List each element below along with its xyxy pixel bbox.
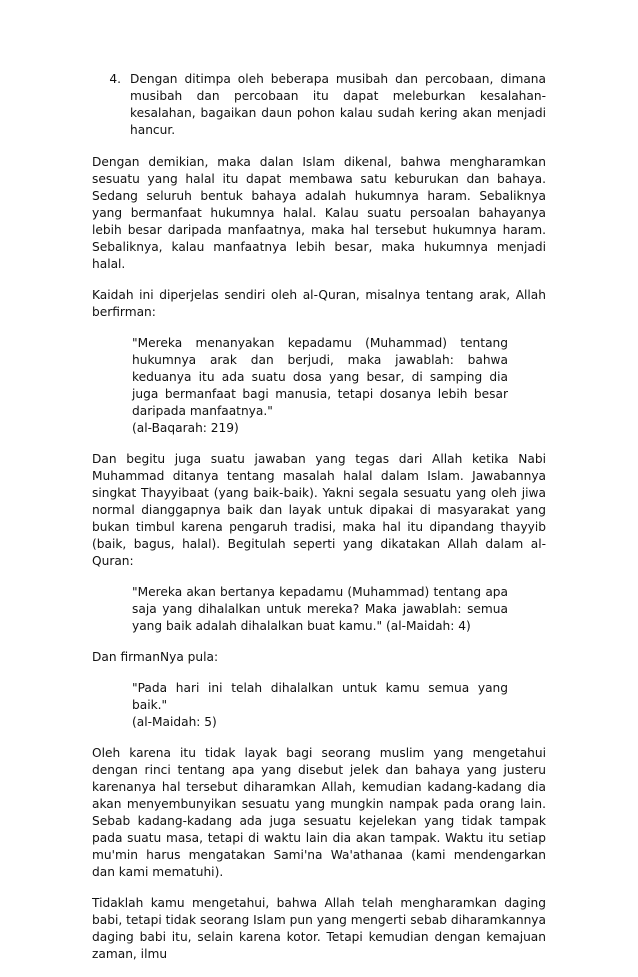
quote-text: "Pada hari ini telah dihalalkan untuk kamu semua yang baik." [132,681,508,712]
quote-al-baqarah [132,335,508,437]
quote-text: "Mereka menanyakan kepadamu (Muhammad) tentang hukumnya arak dan berjudi, maka jawablah: bahwa keduanya itu ada suatu dosa yang besar, di samping dia juga bermanfaat bagi manusia, tetapi dosanya lebih besar daripada manfaatnya." [132,336,508,418]
list-number: 4. [109,72,121,86]
list-item-text: Dengan ditimpa oleh beberapa musibah dan percobaan, dimana musibah dan percobaan itu dapat meleburkan kesalahan-kesalahan, bagaikan daun pohon kalau sudah kering akan menjadi hancur. [130,72,546,137]
paragraph-2: Kaidah ini diperjelas sendiri oleh al-Quran, misalnya tentang arak, Allah berfirman: [92,288,546,319]
document-body [92,71,546,977]
paragraph-4: Dan firmanNya pula: [92,650,219,664]
paragraph-5: Oleh karena itu tidak layak bagi seorang muslim yang mengetahui dengan rinci tentang apa yang disebut jelek dan bahaya yang justeru karenanya hal tersebut diharamkan Allah, kemudian kadang-kadang dia akan menyembunyikan sesuatu yang mungkin nampak pada orang lain. Sebab kadang-kadang ada juga sesuatu kejelekan yang tidak tampak pada suatu masa, tetapi di waktu lain dia akan tampak. Waktu itu setiap mu'min harus mengatakan Sami'na Wa'athanaa (kami mendengarkan dan kami mematuhi). [92,746,546,879]
quote-text: "Mereka akan bertanya kepadamu (Muhammad) tentang apa saja yang dihalalkan untuk mereka? Maka jawablah: semua yang baik adalah dihalalkan buat kamu." (al-Maidah: 4) [132,585,508,633]
quote-source: (al-Baqarah: 219) [132,421,239,435]
quote-source: (al-Maidah: 5) [132,715,217,729]
paragraph-6: Tidaklah kamu mengetahui, bahwa Allah telah mengharamkan daging babi, tetapi tidak seorang Islam pun yang mengerti sebab diharamkannya daging babi itu, selain karena kotor. Tetapi kemudian dengan kemajuan zaman, ilmu [92,896,546,961]
quote-al-maidah-5 [132,680,508,731]
list-item [92,71,546,139]
paragraph-1: Dengan demikian, maka dalan Islam dikenal, bahwa mengharamkan sesuatu yang halal itu dapat membawa satu keburukan dan bahaya. Sedang seluruh bentuk bahaya adalah hukumnya haram. Sebaliknya yang bermanfaat hukumnya halal. Kalau suatu persoalan bahayanya lebih besar daripada manfaatnya, maka hal tersebut hukumnya haram. Sebaliknya, kalau manfaatnya lebih besar, maka hukumnya menjadi halal. [92,155,546,271]
paragraph-3: Dan begitu juga suatu jawaban yang tegas dari Allah ketika Nabi Muhammad ditanya tentang masalah halal dalam Islam. Jawabannya singkat Thayyibaat (yang baik-baik). Yakni segala sesuatu yang oleh jiwa normal dianggapnya baik dan layak untuk dipakai di masyarakat yang bukan timbul karena pengaruh tradisi, maka hal itu dipandang thayyib (baik, bagus, halal). Begitulah seperti yang dikatakan Allah dalam al-Quran: [92,452,546,568]
quote-al-maidah-4 [132,584,508,635]
